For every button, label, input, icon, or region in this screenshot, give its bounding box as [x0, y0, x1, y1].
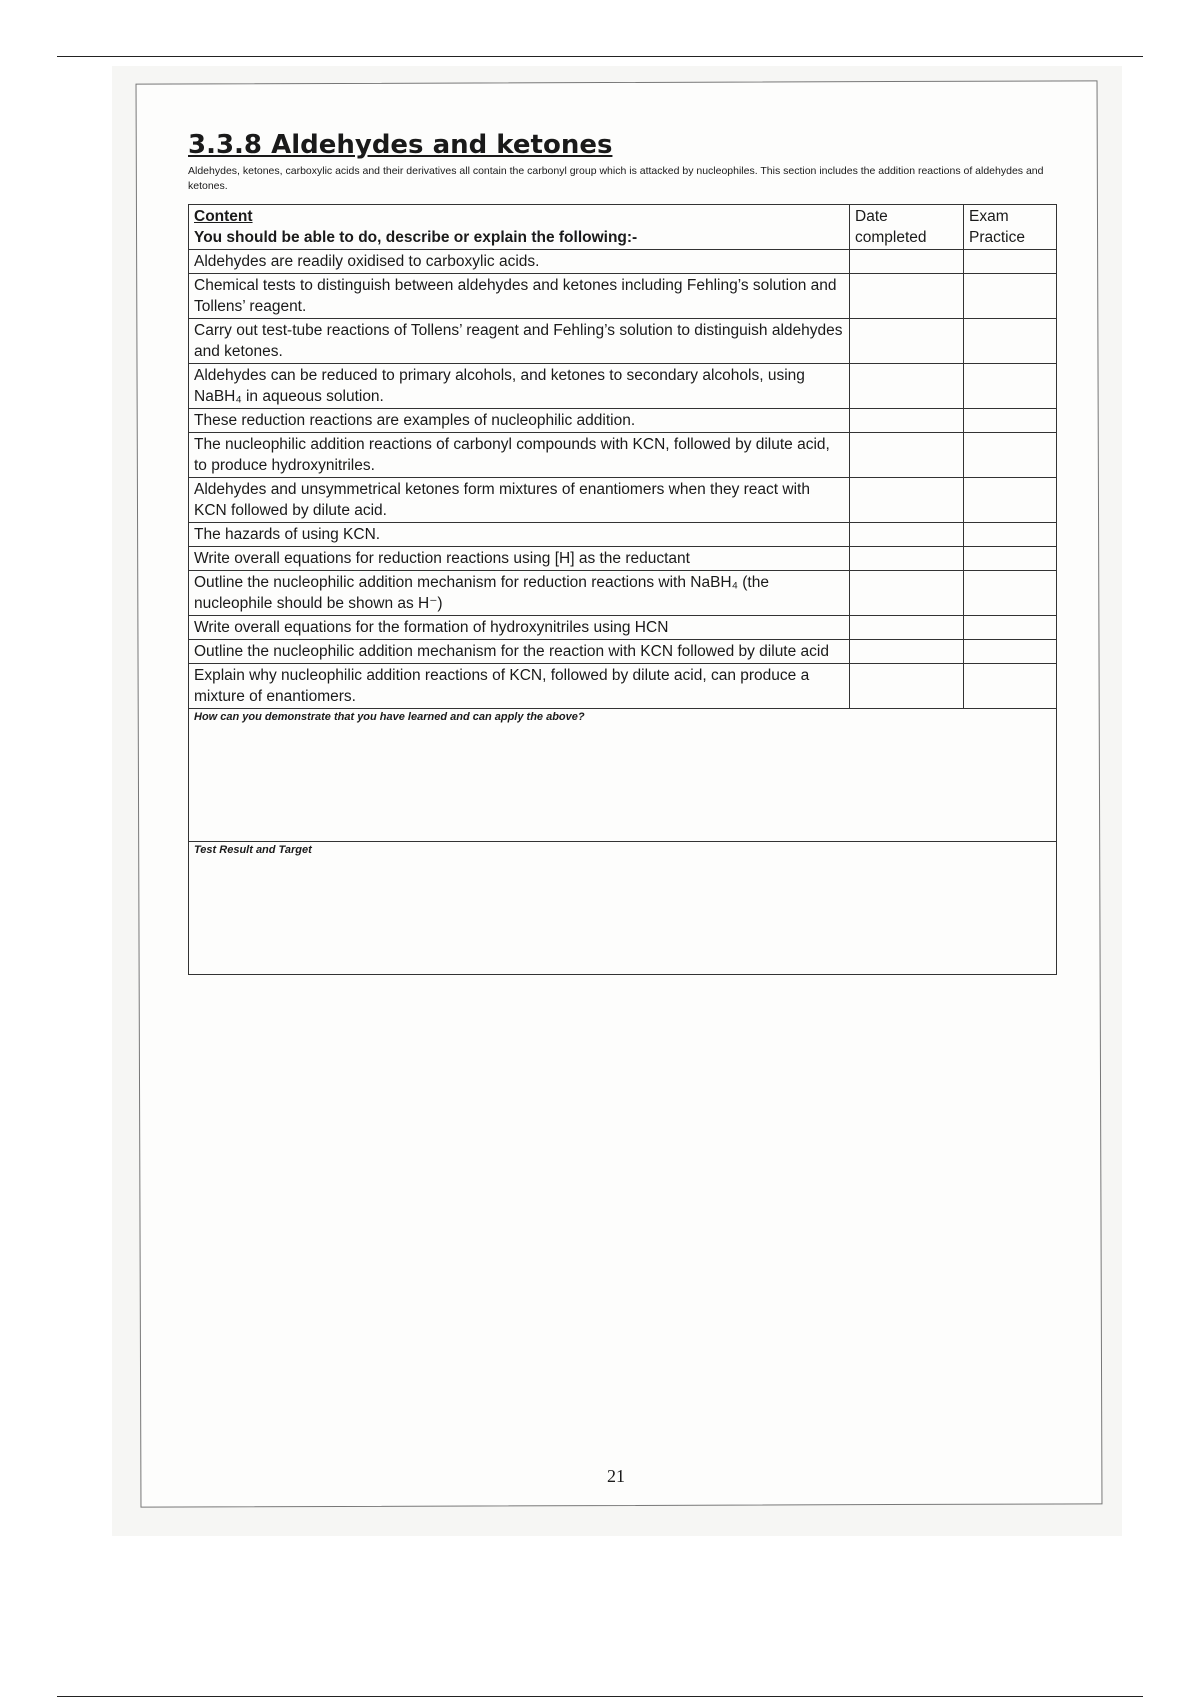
row-content: Outline the nucleophilic addition mechanism for reduction reactions with NaBH₄ (the nucleophile should be shown as H⁻) [189, 571, 850, 616]
table-row [189, 319, 1057, 364]
exam-practice-cell[interactable] [964, 664, 1057, 709]
demonstrate-row [189, 709, 1057, 842]
date-completed-cell[interactable] [850, 547, 964, 571]
row-content: Aldehydes are readily oxidised to carboxylic acids. [189, 250, 850, 274]
table-row [189, 433, 1057, 478]
table-row [189, 571, 1057, 616]
table-row [189, 523, 1057, 547]
top-rule [57, 56, 1143, 57]
date-completed-cell[interactable] [850, 409, 964, 433]
exam-practice-cell[interactable] [964, 409, 1057, 433]
exam-practice-cell[interactable] [964, 274, 1057, 319]
table-row [189, 616, 1057, 640]
row-content: Aldehydes can be reduced to primary alcohols, and ketones to secondary alcohols, using NaBH₄ in aqueous solution. [189, 364, 850, 409]
date-completed-cell[interactable] [850, 478, 964, 523]
table-row [189, 250, 1057, 274]
date-completed-cell[interactable] [850, 523, 964, 547]
page-number: 21 [607, 1466, 625, 1486]
table-header-row [189, 205, 1057, 250]
date-completed-cell[interactable] [850, 433, 964, 478]
row-content: Chemical tests to distinguish between aldehydes and ketones including Fehling’s solution and Tollens’ reagent. [189, 274, 850, 319]
row-content: Carry out test-tube reactions of Tollens’ reagent and Fehling’s solution to distinguish aldehydes and ketones. [189, 319, 850, 364]
row-content: Write overall equations for reduction reactions using [H] as the reductant [189, 547, 850, 571]
table-row [189, 640, 1057, 664]
date-completed-cell[interactable] [850, 640, 964, 664]
row-content: Outline the nucleophilic addition mechanism for the reaction with KCN followed by dilute acid [189, 640, 850, 664]
exam-practice-cell[interactable] [964, 571, 1057, 616]
row-content: Write overall equations for the formation of hydroxynitriles using HCN [189, 616, 850, 640]
checklist-table [188, 204, 1057, 975]
date-completed-cell[interactable] [850, 250, 964, 274]
row-content: The hazards of using KCN. [189, 523, 850, 547]
date-completed-cell[interactable] [850, 364, 964, 409]
header-date-completed: Date completed [850, 205, 964, 250]
date-completed-cell[interactable] [850, 664, 964, 709]
exam-practice-cell[interactable] [964, 640, 1057, 664]
date-completed-cell[interactable] [850, 319, 964, 364]
bottom-rule [57, 1696, 1143, 1697]
exam-practice-cell[interactable] [964, 523, 1057, 547]
header-content-label: Content [194, 208, 253, 225]
exam-practice-cell[interactable] [964, 478, 1057, 523]
date-completed-cell[interactable] [850, 571, 964, 616]
exam-practice-cell[interactable] [964, 319, 1057, 364]
date-completed-cell[interactable] [850, 274, 964, 319]
row-content: The nucleophilic addition reactions of carbonyl compounds with KCN, followed by dilute acid, to produce hydroxynitriles. [189, 433, 850, 478]
checklist-content [188, 130, 1058, 975]
row-content: Aldehydes and unsymmetrical ketones form mixtures of enantiomers when they react with KCN followed by dilute acid. [189, 478, 850, 523]
exam-practice-cell[interactable] [964, 250, 1057, 274]
table-row [189, 664, 1057, 709]
table-row [189, 547, 1057, 571]
date-completed-cell[interactable] [850, 616, 964, 640]
header-content-sub: You should be able to do, describe or explain the following:- [194, 229, 638, 246]
intro-text: Aldehydes, ketones, carboxylic acids and their derivatives all contain the carbonyl group which is attacked by nucleophiles. This section includes the addition reactions of aldehydes and ketones. [188, 165, 1044, 192]
row-content: These reduction reactions are examples of nucleophilic addition. [189, 409, 850, 433]
table-row [189, 274, 1057, 319]
table-row [189, 364, 1057, 409]
test-result-row [189, 842, 1057, 975]
demonstrate-prompt[interactable]: How can you demonstrate that you have learned and can apply the above? [189, 709, 1057, 842]
header-exam-practice: Exam Practice [964, 205, 1057, 250]
exam-practice-cell[interactable] [964, 364, 1057, 409]
exam-practice-cell[interactable] [964, 547, 1057, 571]
table-row [189, 478, 1057, 523]
header-content-cell [189, 205, 850, 250]
exam-practice-cell[interactable] [964, 616, 1057, 640]
test-result-prompt[interactable]: Test Result and Target [189, 842, 1057, 975]
row-content: Explain why nucleophilic addition reactions of KCN, followed by dilute acid, can produce a mixture of enantiomers. [189, 664, 850, 709]
page-title: 3.3.8 Aldehydes and ketones [188, 130, 613, 160]
table-row [189, 409, 1057, 433]
exam-practice-cell[interactable] [964, 433, 1057, 478]
